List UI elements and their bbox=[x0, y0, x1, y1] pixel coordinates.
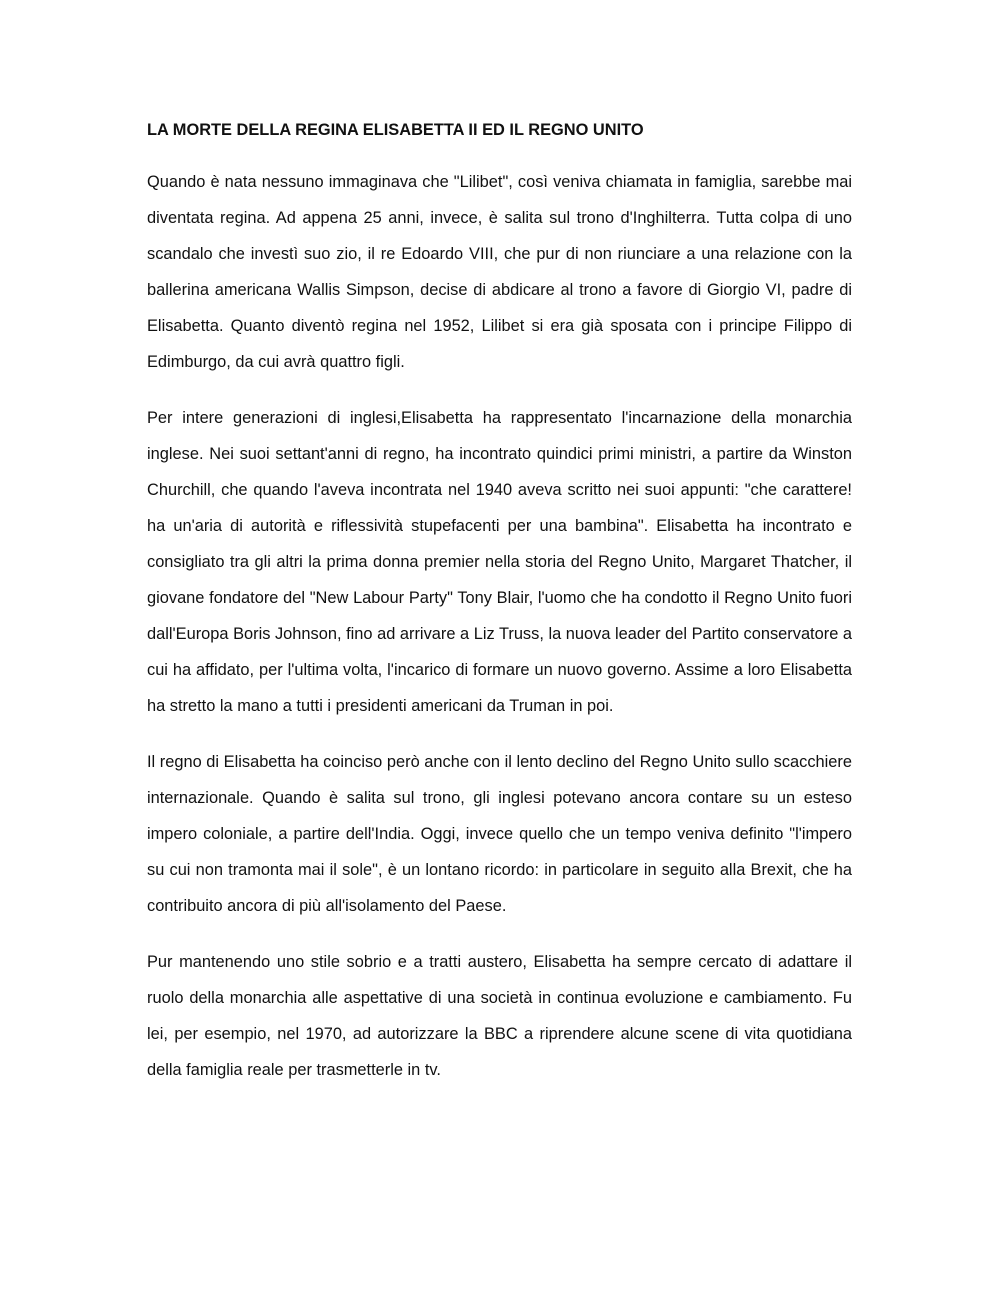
paragraph-lilibet: Quando è nata nessuno immaginava che "Lilibet", così veniva chiamata in famiglia, sarebbe mai diventata regina. Ad appena 25 anni, invece, è salita sul trono d'Inghilterra. Tutta colpa di uno scandalo che investì suo zio, il re Edoardo VIII, che pur di non riunciare a una relazione con la ballerina americana Wallis Simpson, decise di abdicare al trono a favore di Giorgio VI, padre di Elisabetta. Quanto diventò regina nel 1952, Lilibet si era già sposata con i principe Filippo di Edimburgo, da cui avrà quattro figli. bbox=[147, 173, 852, 371]
document-title: LA MORTE DELLA REGINA ELISABETTA II ED IL REGNO UNITO bbox=[147, 121, 644, 139]
paragraph-decline: Il regno di Elisabetta ha coinciso però anche con il lento declino del Regno Unito sullo scacchiere internazionale. Quando è salita sul trono, gli inglesi potevano ancora contare su un esteso impero coloniale, a partire dell'India. Oggi, invece quello che un tempo veniva definito "l'impero su cui non tramonta mai il sole", è un lontano ricordo: in particolare in seguito alla Brexit, che ha contribuito ancora di più all'isolamento del Paese. bbox=[147, 753, 852, 915]
paragraph-prime-ministers: Per intere generazioni di inglesi,Elisabetta ha rappresentato l'incarnazione della monarchia inglese. Nei suoi settant'anni di regno, ha incontrato quindici primi ministri, a partire da Winston Churchill, che quando l'aveva incontrata nel 1940 aveva scritto nei suoi appunti: "che carattere! ha un'aria di autorità e riflessività stupefacenti per una bambina". Elisabetta ha incontrato e consigliato tra gli altri la prima donna premier nella storia del Regno Unito, Margaret Thatcher, il giovane fondatore del "New Labour Party" Tony Blair, l'uomo che ha condotto il Regno Unito fuori dall'Europa Boris Johnson, fino ad arrivare a Liz Truss, la nuova leader del Partito conservatore a cui ha affidato, per l'ultima volta, l'incarico di formare un nuovo governo. Assime a loro Elisabetta ha stretto la mano a tutti i presidenti americani da Truman in poi. bbox=[147, 409, 852, 715]
document-body bbox=[147, 118, 852, 1108]
paragraph-modernization: Pur mantenendo uno stile sobrio e a tratti austero, Elisabetta ha sempre cercato di adattare il ruolo della monarchia alle aspettative di una società in continua evoluzione e cambiamento. Fu lei, per esempio, nel 1970, ad autorizzare la BBC a riprendere alcune scene di vita quotidiana della famiglia reale per trasmetterle in tv. bbox=[147, 953, 852, 1079]
